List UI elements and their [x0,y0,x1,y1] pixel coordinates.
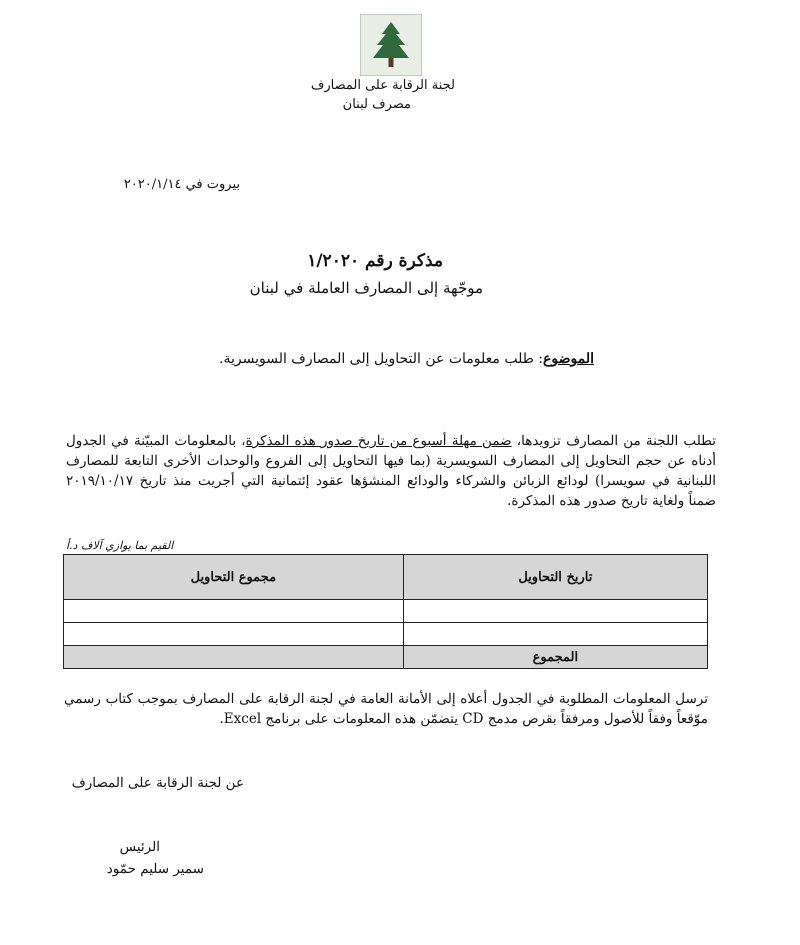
signature-title: الرئيس [119,839,160,855]
cedar-tree-icon [360,14,422,76]
table-total-row [64,646,708,669]
organization-name: لجنة الرقابة على المصارف [310,78,455,93]
body-paragraph-1 [66,431,716,511]
table-cell [403,600,707,623]
subject-line [219,351,594,367]
total-value [64,646,404,669]
subject-label: الموضوع [543,351,594,367]
col-transfer-date: تاريخ التحاويل [403,555,707,600]
table-row [64,600,708,623]
memo-title: مذكرة رقم ١/٢٠٢٠ [307,251,443,271]
institution-name: مصرف لبنان [342,97,411,112]
col-transfer-total: مجموع التحاويل [64,555,404,600]
table-unit-note: القيم بما يوازي آلاف د.أ [66,539,174,552]
table-cell [403,623,707,646]
table-cell [64,623,404,646]
total-label: المجموع [403,646,707,669]
table-row [64,623,708,646]
p1-part-a: تطلب اللجنة من المصارف تزويدها، [511,433,716,449]
p1-part-c: ، بالمعلومات المبيّنة في الجدول أدناه عن حجم التحاويل إلى المصارف السويسرية (بما فيها التحاويل إلى الفروع والوحدات الأخرى التابعة للمصارف اللبنانية في سويسرا) لودائع الزبائن والشركاء والودائع المنشؤها عقود إئتمانية التي أجريت منذ تاريخ ٢٠١٩/١٠/١٧ ضمناً ولغاية تاريخ صدور هذه المذكرة. [66,433,716,509]
signature-on-behalf: عن لجنة الرقابة على المصارف [71,775,244,791]
table-header-row [64,555,708,600]
subject-text: : طلب معلومات عن التحاويل إلى المصارف السويسرية. [219,351,544,367]
date-line: بيروت في ٢٠٢٠/١/١٤ [123,177,240,192]
table-cell [64,600,404,623]
body-paragraph-2: ترسل المعلومات المطلوبة في الجدول أعلاه إلى الأمانة العامة في لجنة الرقابة على المصارف بموجب كتاب رسمي موّقعاً وفقاً للأصول ومرفقاً بقرص مدمج CD يتضمّن هذه المعلومات على برنامج Excel. [64,691,708,727]
signature-name: سمير سليم حمّود [106,861,204,877]
p1-deadline: ضمن مهلة أسبوع من تاريخ صدور هذه المذكرة [245,433,512,449]
memo-addressee: موجّهة إلى المصارف العاملة في لبنان [249,279,483,297]
transfers-table [63,554,708,669]
